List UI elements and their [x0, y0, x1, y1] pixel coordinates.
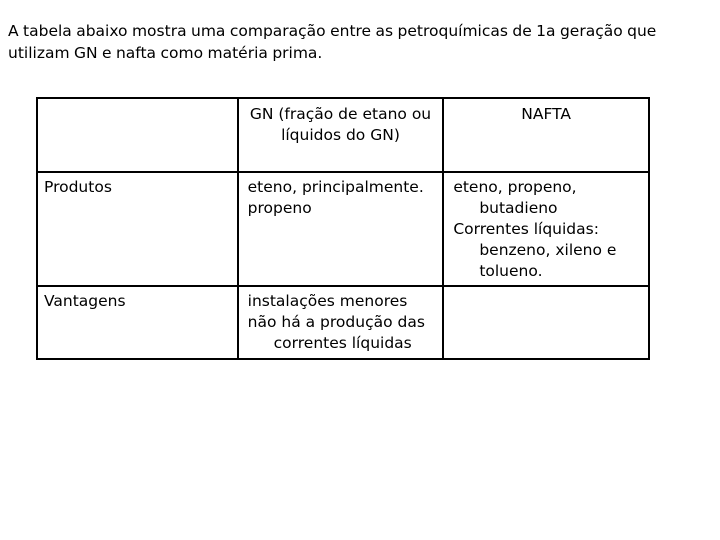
- row-label-produtos: Produtos: [37, 172, 238, 286]
- cell-line: não há a produção das: [247, 313, 425, 331]
- header-cell-blank: [37, 98, 238, 172]
- cell-vantagens-gn: [238, 286, 444, 359]
- cell-produtos-gn: [238, 172, 444, 286]
- cell-line: benzeno, xileno e: [479, 241, 617, 259]
- cell-vantagens-nafta: [443, 286, 649, 359]
- header-cell-gn: [238, 98, 444, 172]
- header-nafta-label: NAFTA: [521, 105, 572, 123]
- cell-line: eteno, propeno,: [453, 178, 577, 196]
- header-gn-label: GN (fração de etano ou líquidos do GN): [249, 105, 432, 144]
- table-row: [37, 172, 649, 286]
- comparison-table: [36, 97, 650, 360]
- table-row: [37, 286, 649, 359]
- cell-line: instalações menores: [247, 292, 408, 310]
- header-cell-nafta: [443, 98, 649, 172]
- cell-line: eteno, principalmente.: [247, 178, 424, 196]
- cell-produtos-nafta: [443, 172, 649, 286]
- cell-line: Correntes líquidas:: [453, 220, 599, 238]
- cell-line: correntes líquidas: [273, 334, 412, 352]
- cell-line: tolueno.: [479, 262, 543, 280]
- row-label-vantagens: Vantagens: [37, 286, 238, 359]
- intro-paragraph: [8, 20, 708, 64]
- cell-line: butadieno: [479, 199, 558, 217]
- intro-line-1: A tabela abaixo mostra uma comparação entre as petroquímicas de 1a geração que: [8, 22, 657, 40]
- cell-line: propeno: [247, 199, 312, 217]
- intro-line-2: utilizam GN e nafta como matéria prima.: [8, 44, 323, 62]
- table-header-row: [37, 98, 649, 172]
